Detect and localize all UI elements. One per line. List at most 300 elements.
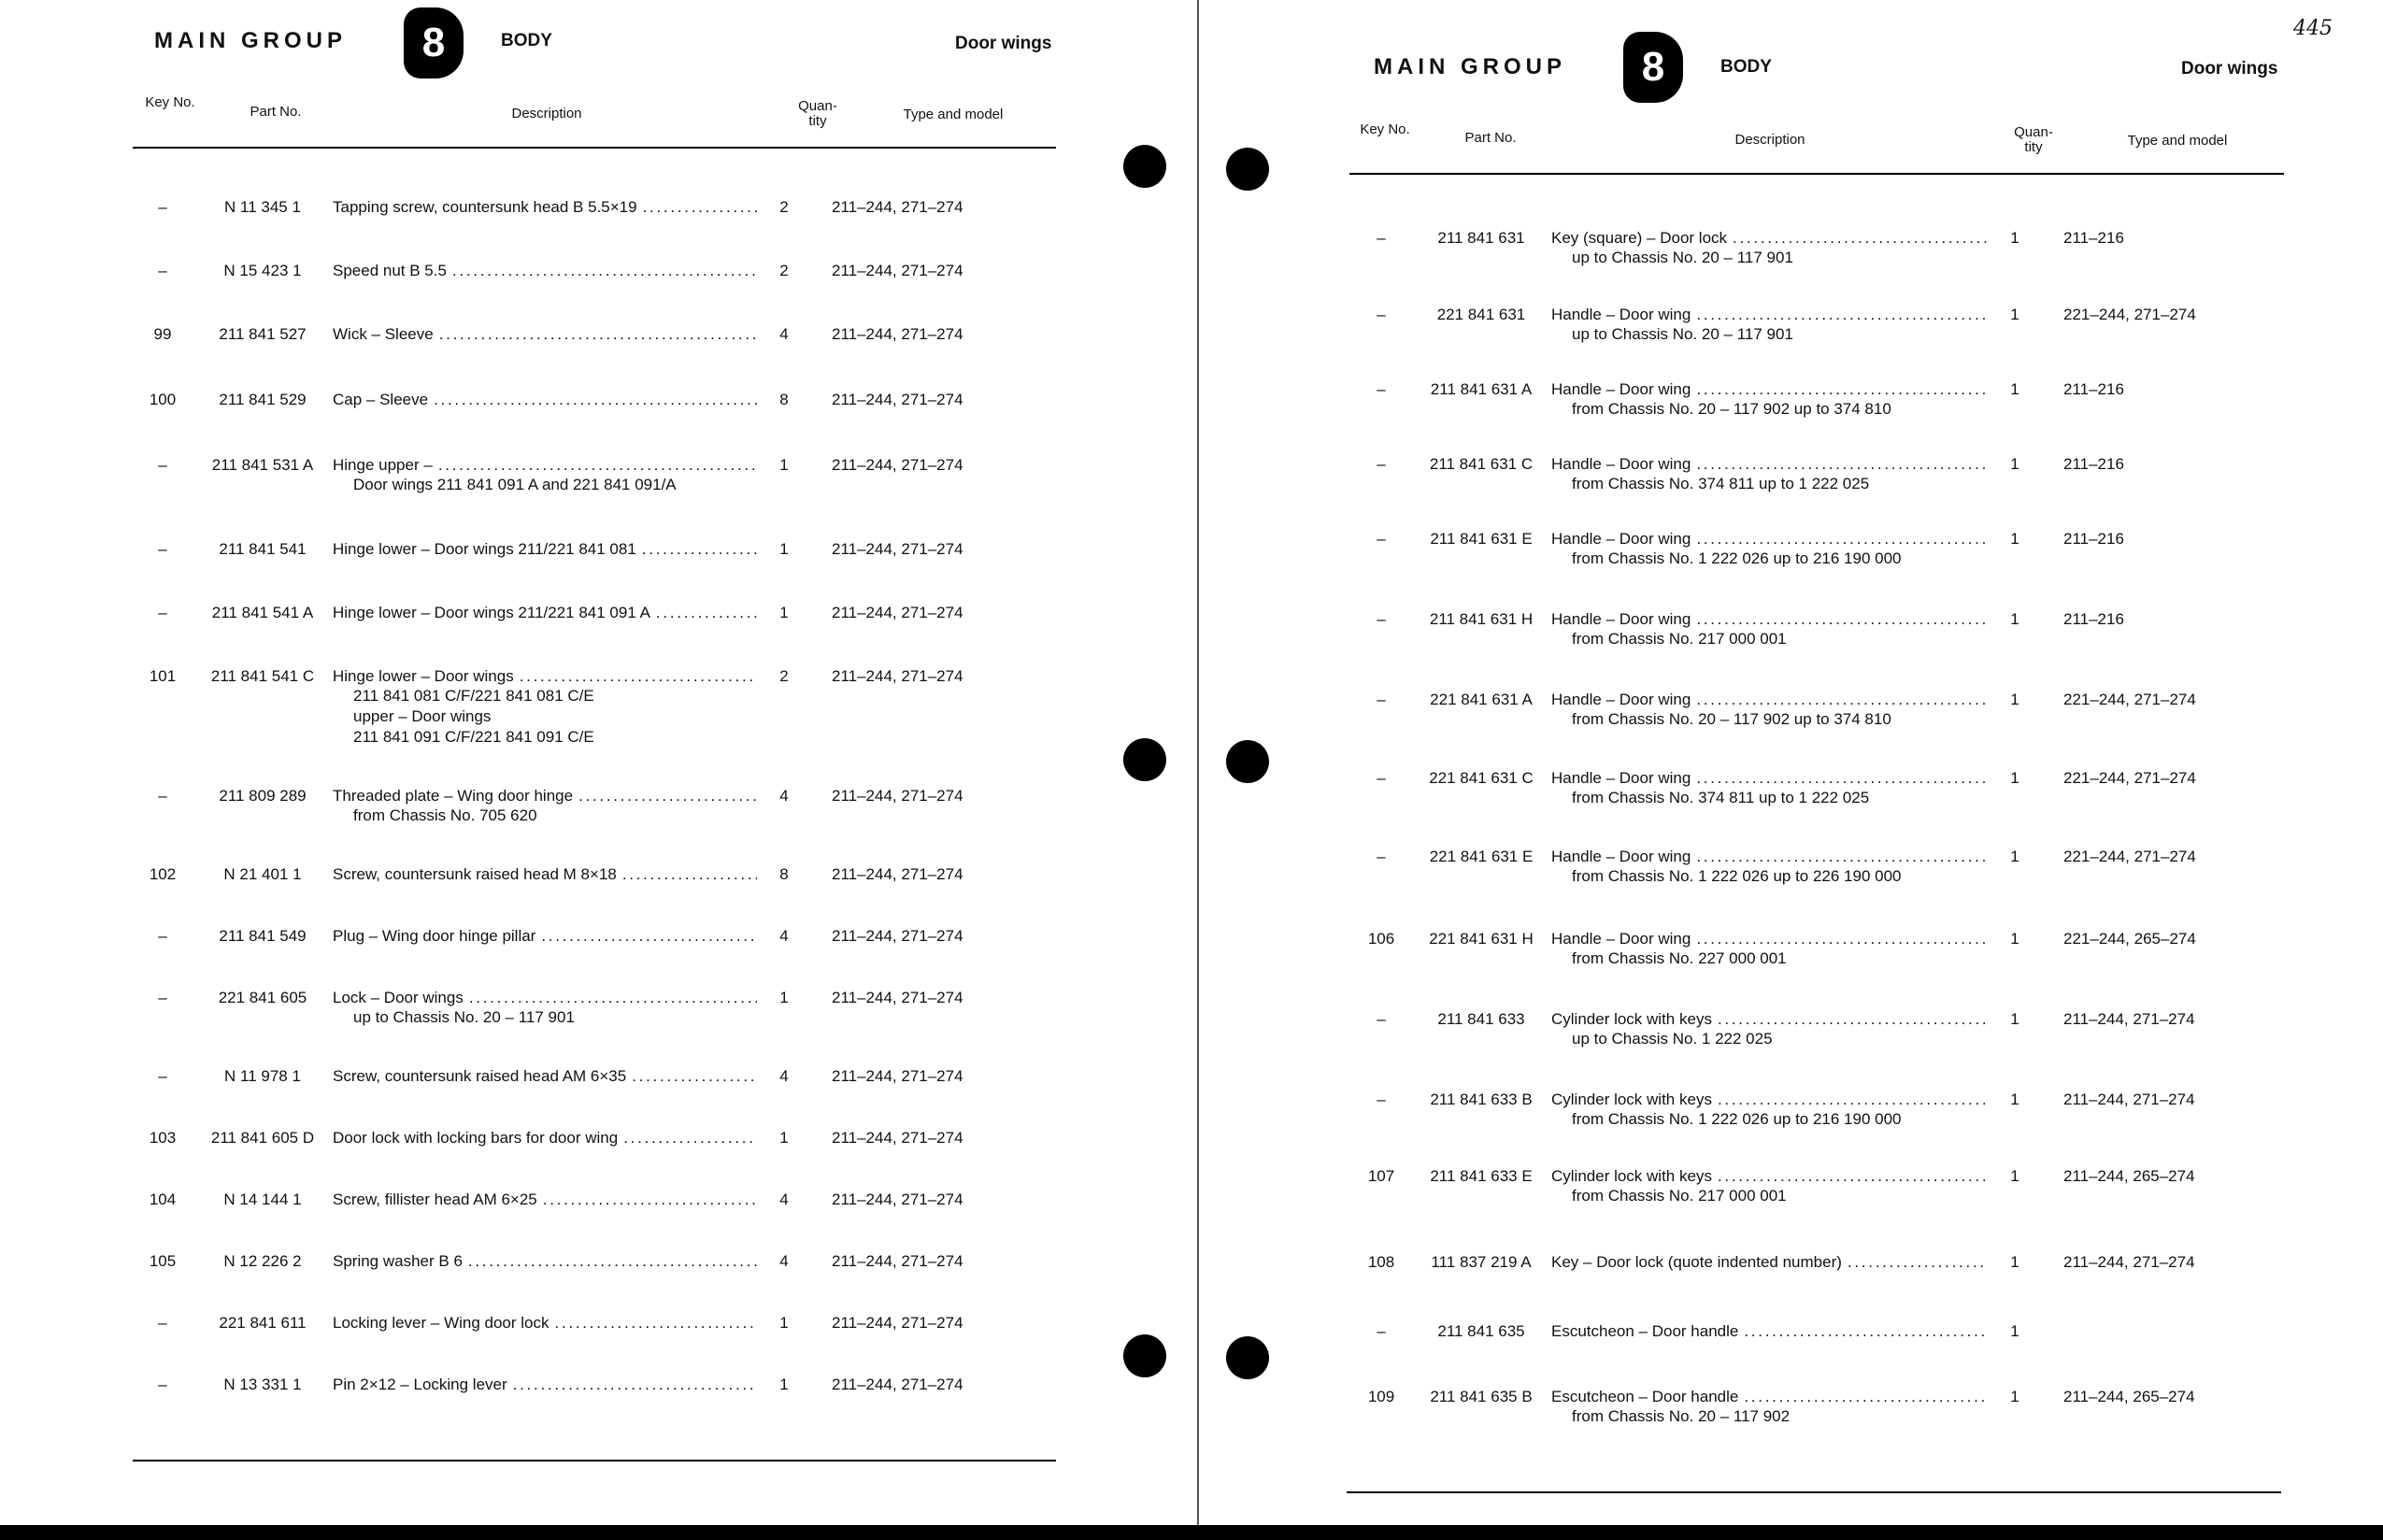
main-group-label: MAIN GROUP [154,28,347,53]
description [333,667,757,787]
description [1551,1091,1987,1167]
key-number: – [158,456,167,474]
binder-hole [1123,738,1166,781]
part-row [133,787,1030,865]
type-model: 211–244, 271–274 [832,198,963,216]
type-model: 211–244, 271–274 [832,1191,963,1208]
type-model: 211–244, 271–274 [832,325,963,343]
description [333,1067,757,1129]
dot-leader [1744,1322,1987,1341]
quantity: 1 [2010,1322,2019,1340]
quantity: 1 [2010,530,2019,548]
type-model: 211–244, 271–274 [2063,1091,2195,1108]
part-row [133,262,1030,325]
description-text: Handle – Door wing [1551,306,1691,323]
quantity: 4 [779,927,789,945]
description [1551,848,1987,930]
description-text: Plug – Wing door hinge pillar [333,927,536,945]
description [1551,610,1987,691]
description-subline: upper – Door wings [353,707,492,725]
quantity: 1 [2010,455,2019,473]
description [1551,1388,1987,1453]
part-row [1351,691,2276,769]
description-text: Threaded plate – Wing door hinge [333,787,574,805]
quantity: 4 [779,1252,789,1270]
binder-hole [1123,145,1166,188]
part-row [1351,1322,2276,1388]
col-description: Description [511,106,582,121]
col-part-no: Part No. [250,104,302,120]
description-text: Lock – Door wings [333,989,464,1006]
description [333,198,757,262]
description-subline: from Chassis No. 217 000 001 [1572,1187,1787,1205]
part-number: 211 841 631 C [1429,455,1534,473]
dot-leader [1718,1010,1987,1029]
description-text: Handle – Door wing [1551,610,1691,628]
description-text: Handle – Door wing [1551,930,1691,948]
quantity: 4 [779,325,789,343]
description-text: Handle – Door wing [1551,380,1691,398]
type-model: 211–244, 271–274 [832,865,963,883]
description [1551,455,1987,530]
quantity: 4 [779,1067,789,1085]
description-text: Cylinder lock with keys [1551,1167,1712,1185]
type-model: 221–244, 271–274 [2063,848,2196,865]
quantity: 4 [779,787,789,805]
key-number: 108 [1367,1253,1395,1271]
description [1551,691,1987,769]
group-number-badge: 8 [404,7,464,78]
col-part-no: Part No. [1464,130,1517,146]
type-model: 211–244, 271–274 [832,1376,963,1393]
dot-leader [555,1314,757,1333]
quantity: 1 [779,604,789,621]
key-number: – [158,604,167,621]
part-number: 211 841 541 [219,540,307,558]
type-model: 211–216 [2063,380,2124,398]
description-subline: 211 841 081 C/F/221 841 081 C/E [353,687,594,705]
description [333,927,757,989]
quantity: 8 [779,391,789,408]
description [333,540,757,604]
dot-leader [622,865,757,884]
description-text: Handle – Door wing [1551,848,1691,865]
type-model: 221–244, 271–274 [2063,306,2196,323]
description-text: Cap – Sleeve [333,391,429,408]
key-number: – [158,1314,167,1332]
part-number: 211 841 635 [1437,1322,1525,1340]
col-quantity: Quan- tity [798,98,837,129]
part-number: 211 841 631 A [1430,380,1533,398]
type-model: 211–244, 265–274 [2063,1167,2195,1185]
part-row [133,667,1030,787]
key-number: 109 [1367,1388,1395,1405]
description [333,325,757,391]
description [1551,1010,1987,1091]
quantity: 2 [779,198,789,216]
key-number: – [1377,769,1386,787]
description [1551,380,1987,455]
part-row [1351,848,2276,930]
type-model: 211–244, 271–274 [832,262,963,279]
part-number: 221 841 631 [1436,306,1526,323]
dot-leader [1696,848,1987,866]
description-subline: from Chassis No. 20 – 117 902 up to 374 810 [1572,400,1891,418]
dot-leader [656,604,757,622]
part-row [133,1314,1030,1376]
main-group-label: MAIN GROUP [1374,54,1566,79]
key-number: – [158,262,167,279]
part-number: 211 809 289 [219,787,307,805]
dot-leader [1696,455,1987,474]
description-subline: up to Chassis No. 20 – 117 901 [1572,249,1793,266]
quantity: 1 [2010,380,2019,398]
description-text: Hinge lower – Door wings [333,667,514,685]
type-model: 211–244, 271–274 [832,1252,963,1270]
description [1551,1167,1987,1253]
section-title: Door wings [2181,59,2278,78]
type-model: 211–244, 271–274 [832,927,963,945]
part-number: N 12 226 2 [223,1252,302,1270]
dot-leader [578,787,757,806]
type-model: 211–244, 271–274 [832,1314,963,1332]
dot-leader [1696,530,1987,549]
description-text: Handle – Door wing [1551,691,1691,708]
description-text: Cylinder lock with keys [1551,1010,1712,1028]
right-catalog-page [1200,0,2383,1525]
description-text: Screw, fillister head AM 6×25 [333,1191,537,1208]
quantity: 2 [779,667,789,685]
type-model: 211–244, 271–274 [832,604,963,621]
part-row [133,989,1030,1067]
key-number: 105 [149,1252,177,1270]
key-number: 104 [149,1191,177,1208]
dot-leader [1696,380,1987,399]
quantity: 1 [2010,306,2019,323]
binder-hole [1123,1334,1166,1377]
description-text: Tapping screw, countersunk head B 5.5×19 [333,198,637,216]
description-text: Screw, countersunk raised head AM 6×35 [333,1067,627,1085]
quantity: 1 [2010,769,2019,787]
description-text: Door lock with locking bars for door wing [333,1129,619,1147]
part-number: 211 841 633 B [1430,1091,1533,1108]
description [333,1252,757,1314]
parts-table [1351,229,2276,1453]
quantity: 1 [2010,610,2019,628]
description [1551,229,1987,306]
col-type-model: Type and model [2127,133,2228,149]
description-text: Hinge lower – Door wings 211/221 841 091 A [333,604,650,621]
part-number: 211 841 549 [219,927,307,945]
key-number: – [158,1376,167,1393]
part-row [1351,1253,2276,1322]
part-row [1351,1010,2276,1091]
part-row [133,198,1030,262]
description [333,1191,757,1252]
part-number: 221 841 631 E [1429,848,1534,865]
description-subline: from Chassis No. 1 222 026 up to 216 190 000 [1572,1110,1902,1128]
dot-leader [632,1067,757,1086]
dot-leader [1696,610,1987,629]
left-catalog-page [0,0,1196,1525]
part-row [1351,610,2276,691]
dot-leader [1718,1167,1987,1186]
quantity: 1 [779,1376,789,1393]
description-text: Pin 2×12 – Locking lever [333,1376,507,1393]
key-number: 106 [1367,930,1395,948]
quantity: 1 [2010,691,2019,708]
part-row [133,1252,1030,1314]
type-model: 211–244, 271–274 [2063,1010,2195,1028]
type-model: 211–244, 271–274 [832,989,963,1006]
type-model: 221–244, 271–274 [2063,769,2196,787]
group-title: BODY [1720,57,1772,77]
dot-leader [623,1129,757,1148]
part-row [133,325,1030,391]
key-number: – [1377,380,1386,398]
dot-leader [643,198,757,217]
description-subline: up to Chassis No. 1 222 025 [1572,1030,1773,1048]
quantity: 1 [2010,1010,2019,1028]
part-number: 221 841 611 [219,1314,307,1332]
handwritten-page-number: 445 [2293,17,2333,40]
key-number: 102 [149,865,177,883]
dot-leader [439,325,757,344]
part-number: 211 841 541 A [211,604,314,621]
dot-leader [452,262,757,280]
key-number: – [1377,848,1386,865]
key-number: – [158,989,167,1006]
description [333,989,757,1067]
quantity: 1 [779,456,789,474]
quantity: 8 [779,865,789,883]
description-text: Spring washer B 6 [333,1252,463,1270]
description-text: Handle – Door wing [1551,455,1691,473]
col-key-no: Key No. [1360,121,1410,137]
key-number: – [158,198,167,216]
description-text: Key (square) – Door lock [1551,229,1728,247]
part-number: 211 841 531 A [211,456,314,474]
description-text: Key – Door lock (quote indented number) [1551,1253,1842,1271]
page-divider [1197,0,1199,1525]
description-text: Escutcheon – Door handle [1551,1388,1739,1405]
quantity: 1 [2010,1091,2019,1108]
dot-leader [1733,229,1987,248]
dot-leader [642,540,757,559]
quantity: 1 [779,1129,789,1147]
quantity: 1 [2010,229,2019,247]
quantity: 1 [2010,1253,2019,1271]
dot-leader [520,667,757,686]
description-subline: from Chassis No. 20 – 117 902 [1572,1407,1791,1425]
quantity: 1 [2010,930,2019,948]
part-row [1351,1167,2276,1253]
dot-leader [1696,930,1987,948]
description-text: Escutcheon – Door handle [1551,1322,1739,1340]
quantity: 1 [2010,848,2019,865]
description [1551,1253,1987,1322]
key-number: – [1377,530,1386,548]
description [333,1129,757,1191]
part-number: 211 841 631 [1437,229,1525,247]
key-number: 99 [153,325,172,343]
header-rule [1349,173,2284,175]
key-number: 101 [149,667,177,685]
part-number: 221 841 631 H [1429,930,1534,948]
part-row [1351,769,2276,848]
dot-leader [438,456,757,475]
key-number: – [158,1067,167,1085]
description [333,604,757,667]
group-title: BODY [501,31,552,50]
quantity: 1 [779,989,789,1006]
part-row [133,1191,1030,1252]
key-number: – [1377,691,1386,708]
key-number: – [1377,1010,1386,1028]
description-subline: from Chassis No. 374 811 up to 1 222 025 [1572,475,1870,492]
dot-leader [434,391,757,409]
part-number: 221 841 631 A [1430,691,1533,708]
part-number: 221 841 605 [218,989,307,1006]
type-model: 211–244, 271–274 [832,456,963,474]
key-number: – [1377,306,1386,323]
type-model: 211–244, 271–274 [2063,1253,2195,1271]
part-number: 211 841 541 C [210,667,315,685]
description-text: Hinge lower – Door wings 211/221 841 081 [333,540,636,558]
description-text: Screw, countersunk raised head M 8×18 [333,865,617,883]
description [1551,769,1987,848]
description [1551,306,1987,380]
description-subline: from Chassis No. 374 811 up to 1 222 025 [1572,789,1870,806]
description-subline: from Chassis No. 20 – 117 902 up to 374 810 [1572,710,1891,728]
description-subline: from Chassis No. 227 000 001 [1572,949,1787,967]
col-description: Description [1734,132,1805,148]
type-model: 211–244, 271–274 [832,1129,963,1147]
quantity: 1 [779,540,789,558]
quantity: 4 [779,1191,789,1208]
description [1551,1322,1987,1388]
type-model: 211–244, 265–274 [2063,1388,2195,1405]
type-model: 211–216 [2063,530,2124,548]
part-row [1351,930,2276,1010]
part-row [1351,1091,2276,1167]
key-number: – [158,787,167,805]
part-number: N 15 423 1 [223,262,302,279]
part-number: 211 841 631 H [1429,610,1534,628]
type-model: 211–216 [2063,229,2124,247]
type-model: 211–244, 271–274 [832,391,963,408]
part-number: 211 841 633 E [1430,1167,1533,1185]
parts-table [133,198,1030,1432]
dot-leader [469,989,757,1007]
footer-rule [1347,1491,2281,1493]
part-number: N 14 144 1 [223,1191,302,1208]
description [333,262,757,325]
dot-leader [1744,1388,1987,1406]
part-number: 111 837 219 A [1431,1253,1532,1271]
part-number: N 11 345 1 [224,198,301,216]
description-subline: 211 841 091 C/F/221 841 091 C/E [353,728,594,746]
description [333,1314,757,1376]
quantity: 1 [779,1314,789,1332]
type-model: 211–216 [2063,455,2124,473]
key-number: – [158,927,167,945]
description-text: Locking lever – Wing door lock [333,1314,549,1332]
dot-leader [513,1376,757,1394]
part-row [133,1129,1030,1191]
description-subline: from Chassis No. 1 222 026 up to 226 190 000 [1572,867,1902,885]
part-row [133,604,1030,667]
part-row [1351,306,2276,380]
dot-leader [1696,769,1987,788]
part-row [133,540,1030,604]
header-rule [133,147,1056,149]
description-text: Hinge upper – [333,456,433,474]
part-number: N 13 331 1 [223,1376,302,1393]
part-number: 211 841 529 [219,391,307,408]
key-number: 103 [149,1129,177,1147]
part-number: 211 841 633 [1437,1010,1525,1028]
description-text: Handle – Door wing [1551,530,1691,548]
description-subline: from Chassis No. 1 222 026 up to 216 190 000 [1572,549,1902,567]
description-text: Cylinder lock with keys [1551,1091,1712,1108]
key-number: – [158,540,167,558]
col-type-model: Type and model [903,107,1004,122]
type-model: 211–244, 271–274 [832,540,963,558]
type-model [2043,1322,2276,1388]
section-title: Door wings [955,34,1052,53]
quantity: 1 [2010,1388,2019,1405]
dot-leader [543,1191,757,1209]
part-number: N 21 401 1 [223,865,302,883]
quantity: 1 [2010,1167,2019,1185]
description-text: Wick – Sleeve [333,325,434,343]
part-row [1351,530,2276,610]
dot-leader [1718,1091,1987,1109]
type-model: 211–244, 271–274 [832,1067,963,1085]
key-number: – [1377,229,1386,247]
description [333,391,757,456]
part-number: 211 841 631 E [1430,530,1533,548]
quantity: 2 [779,262,789,279]
description [333,865,757,927]
dot-leader [1696,691,1987,709]
part-row [133,1376,1030,1432]
part-row [133,865,1030,927]
type-model: 221–244, 265–274 [2063,930,2196,948]
type-model: 211–244, 271–274 [832,787,963,805]
dot-leader [1848,1253,1987,1272]
description-text: Handle – Door wing [1551,769,1691,787]
part-number: 221 841 631 C [1429,769,1534,787]
description-subline: up to Chassis No. 20 – 117 901 [353,1008,575,1026]
type-model: 211–216 [2063,610,2124,628]
col-key-no: Key No. [145,94,195,110]
part-row [133,391,1030,456]
key-number: 107 [1367,1167,1395,1185]
part-row [1351,380,2276,455]
description [333,1376,757,1432]
description [333,787,757,865]
key-number: – [1377,1322,1386,1340]
part-number: 211 841 635 B [1430,1388,1533,1405]
part-row [133,927,1030,989]
key-number: – [1377,1091,1386,1108]
description-subline: up to Chassis No. 20 – 117 901 [1572,325,1793,343]
part-number: 211 841 605 D [210,1129,315,1147]
dot-leader [541,927,757,946]
group-number-badge: 8 [1623,32,1683,103]
